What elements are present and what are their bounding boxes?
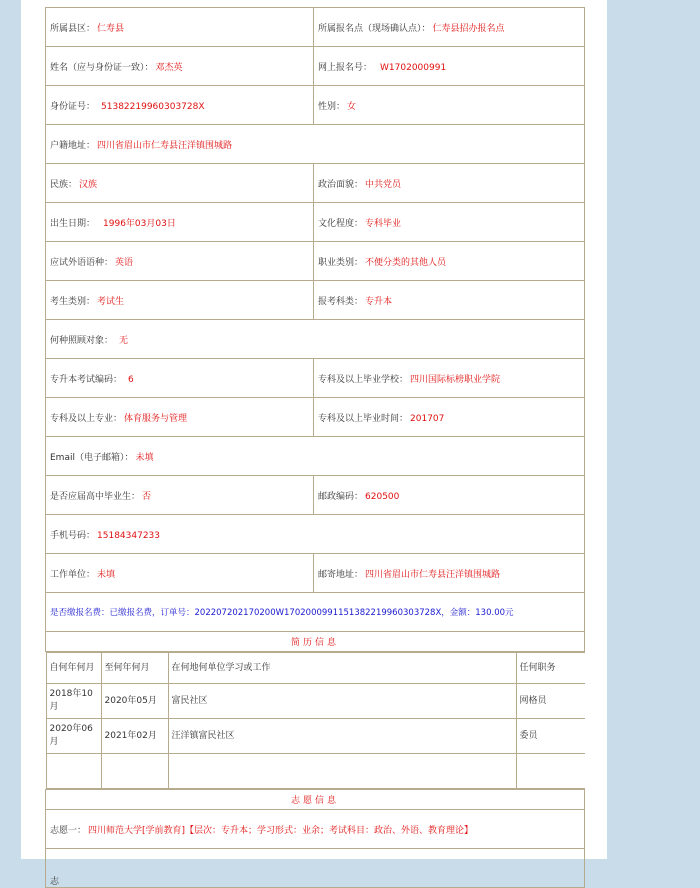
fresh-grad-cell: 是否应届高中毕业生： 否 [46, 476, 314, 515]
table-row [46, 754, 585, 789]
name-value: 邓杰英 [155, 62, 183, 73]
page-panel [21, 0, 607, 887]
id-no-cell: 身份证号： 513822199603037​28X [46, 86, 314, 125]
major-value: 体育服务与管理 [124, 413, 188, 424]
birth-cell: 出生日期： 1996年03月03日 [46, 203, 314, 242]
wish-one-cell: 志愿一： 四川师范大学[学前教育]【层次：专升本；学习形式：业余；考试科目：政治、外语、教育理论】 [46, 810, 585, 849]
politics-cell: 政治面貌： 中共党员 [314, 164, 585, 203]
address-value: 四川省眉山市仁寿县汪洋镇围城路 [97, 140, 233, 151]
birth-value: 1996年03月03日 [103, 218, 176, 229]
resume-cell: 2018年10月 [46, 684, 101, 719]
grad-time-value: 201707 [410, 413, 445, 424]
ethnicity-cell: 民族： 汉族 [46, 164, 314, 203]
resume-cell: 网格员 [516, 684, 585, 719]
table-row [46, 684, 585, 719]
resume-header-position: 任何职务 [516, 653, 585, 684]
resume-cell: 2020年06月 [46, 719, 101, 754]
postcode-value: 620500 [365, 491, 400, 502]
resume-header-row [46, 653, 585, 684]
major-cell: 专科及以上专业： 体育服务与管理 [46, 398, 314, 437]
grad-time-cell: 专科及以上毕业时间： 201707 [314, 398, 585, 437]
care-cell: 何种照顾对象： 无 [46, 320, 585, 359]
wish-one-value: 四川师范大学[学前教育]【层次：专升本；学习形式：业余；考试科目：政治、外语、教育理论】 [88, 825, 474, 836]
resume-cell [168, 754, 516, 789]
resume-cell: 富民社区 [168, 684, 516, 719]
id-no-value: 513822199603037​28X [101, 101, 205, 112]
education-value: 专科毕业 [365, 218, 402, 229]
name-cell: 姓名（应与身份证一致）： 邓杰英 [46, 47, 314, 86]
resume-header-to: 至何年何月 [101, 653, 168, 684]
fee-line: 是否缴报名费：已缴报名费，订单号：20220720217020​0W1702000991151382219960303728X，金额：130.00元 [46, 593, 585, 632]
phone-cell: 手机号码： 15184347233 [46, 515, 585, 554]
exam-type-cell: 报考科类： 专升本 [314, 281, 585, 320]
exam-code-value: 6 [128, 374, 134, 385]
politics-value: 中共党员 [365, 179, 402, 190]
gender-cell: 性别： 女 [314, 86, 585, 125]
gender-value: 女 [347, 101, 357, 112]
occupation-cell: 职业类别： 不便分类的其他人员 [314, 242, 585, 281]
wish-section-title: 志愿信息 [46, 790, 585, 810]
resume-cell [46, 754, 101, 789]
online-no-value: W1702000991 [380, 62, 447, 73]
resume-cell: 2020年05月 [101, 684, 168, 719]
resume-header-place: 在何地何单位学习或工作 [168, 653, 516, 684]
resume-cell [516, 754, 585, 789]
fresh-grad-value: 否 [142, 491, 152, 502]
online-no-cell: 网上报名号： W1702000991 [314, 47, 585, 86]
county-value: 仁寿县 [97, 23, 125, 34]
postcode-cell: 邮政编码： 620500 [314, 476, 585, 515]
email-cell: Email（电子邮箱）： 未填 [46, 437, 585, 476]
resume-table [46, 652, 585, 789]
language-cell: 应试外语语种： 英语 [46, 242, 314, 281]
candidate-type-value: 考试生 [97, 296, 125, 307]
address-cell: 户籍地址： 四川省眉山市仁寿县汪洋镇围城路 [46, 125, 585, 164]
ethnicity-value: 汉族 [79, 179, 98, 190]
school-cell: 专科及以上毕业学校： 四川国际标榜职业学院 [314, 359, 585, 398]
county-cell: 所属县区： 仁寿县 [46, 8, 314, 47]
registration-info-table [45, 7, 585, 888]
mail-address-cell: 邮寄地址： 四川省眉山市仁寿县汪洋镇围城路 [314, 554, 585, 593]
language-value: 英语 [115, 257, 134, 268]
table-row [46, 719, 585, 754]
resume-cell: 2021年02月 [101, 719, 168, 754]
resume-cell: 委员 [516, 719, 585, 754]
care-value: 无 [119, 335, 129, 346]
resume-cell [101, 754, 168, 789]
resume-header-from: 自何年何月 [46, 653, 101, 684]
enroll-point-value: 仁寿县招办报名点 [432, 23, 505, 34]
email-value: 未填 [135, 452, 154, 463]
wish-two-cell: 志 [46, 849, 585, 888]
education-cell: 文化程度： 专科毕业 [314, 203, 585, 242]
enroll-point-cell: 所属报名点（现场确认点）： 仁寿县招办报名点 [314, 8, 585, 47]
occupation-value: 不便分类的其他人员 [365, 257, 447, 268]
exam-type-value: 专升本 [365, 296, 393, 307]
candidate-type-cell: 考生类别： 考试生 [46, 281, 314, 320]
employer-cell: 工作单位： 未填 [46, 554, 314, 593]
mail-address-value: 四川省眉山市仁寿县汪洋镇围城路 [365, 569, 501, 580]
school-value: 四川国际标榜职业学院 [410, 374, 501, 385]
employer-value: 未填 [97, 569, 116, 580]
resume-section-title: 简历信息 [46, 632, 585, 652]
phone-value: 15184347233 [97, 530, 161, 541]
resume-cell: 汪洋镇富民社区 [168, 719, 516, 754]
exam-code-cell: 专升本考试编码： 6 [46, 359, 314, 398]
resume-table-wrapper [46, 652, 585, 790]
